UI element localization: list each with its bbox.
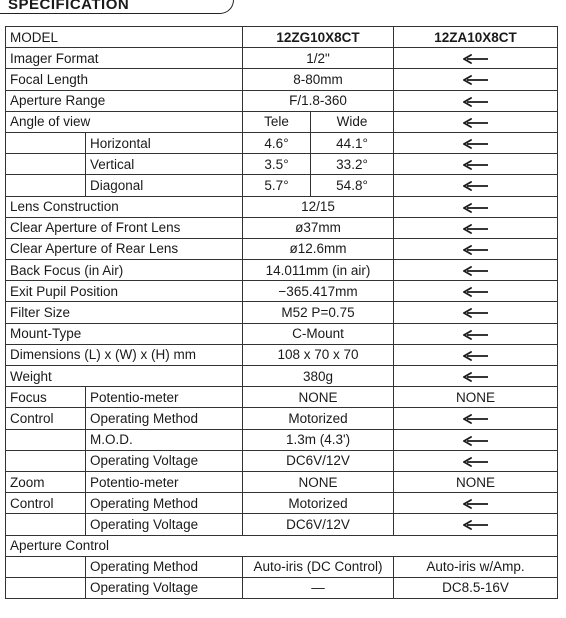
wide-header: Wide — [311, 111, 394, 132]
table-row — [6, 577, 558, 598]
table-row — [6, 323, 558, 344]
row-label: Lens Construction — [6, 196, 243, 217]
same-cell — [394, 90, 558, 111]
same-cell — [394, 429, 558, 450]
row-value: — — [243, 577, 394, 598]
row-sublabel: Potentio-meter — [86, 471, 243, 492]
blank-cell — [6, 154, 86, 175]
table-row — [6, 111, 558, 132]
left-arrow-icon — [463, 457, 489, 467]
same-cell — [394, 450, 558, 471]
table-row — [6, 238, 558, 259]
wide-value: 44.1° — [311, 132, 394, 153]
table-row — [6, 556, 558, 577]
left-arrow-icon — [463, 436, 489, 446]
same-cell — [394, 366, 558, 387]
row-value-col2: Auto-iris w/Amp. — [394, 556, 558, 577]
same-cell — [394, 408, 558, 429]
row-value: ø37mm — [243, 217, 394, 238]
table-row — [6, 535, 558, 556]
row-label: Dimensions (L) x (W) x (H) mm — [6, 344, 243, 365]
same-cell — [394, 238, 558, 259]
left-arrow-icon — [463, 139, 489, 149]
group-label: Zoom — [6, 471, 86, 492]
same-cell — [394, 132, 558, 153]
row-label: Exit Pupil Position — [6, 281, 243, 302]
row-value: 380g — [243, 366, 394, 387]
left-arrow-icon — [463, 372, 489, 382]
row-label: Aperture Control — [6, 535, 558, 556]
wide-value: 54.8° — [311, 175, 394, 196]
row-value: C-Mount — [243, 323, 394, 344]
same-cell — [394, 196, 558, 217]
same-cell — [394, 48, 558, 69]
same-cell — [394, 154, 558, 175]
blank-cell — [6, 175, 86, 196]
left-arrow-icon — [463, 499, 489, 509]
table-row — [6, 175, 558, 196]
same-cell — [394, 111, 558, 132]
row-sublabel: Diagonal — [86, 175, 243, 196]
left-arrow-icon — [463, 287, 489, 297]
table-row — [6, 90, 558, 111]
row-value: NONE — [243, 471, 394, 492]
row-value-col2: DC8.5-16V — [394, 577, 558, 598]
left-arrow-icon — [463, 351, 489, 361]
table-row — [6, 132, 558, 153]
row-value: −365.417mm — [243, 281, 394, 302]
row-label: Filter Size — [6, 302, 243, 323]
row-value-col2: NONE — [394, 471, 558, 492]
same-cell — [394, 260, 558, 281]
left-arrow-icon — [463, 75, 489, 85]
row-label: Aperture Range — [6, 90, 243, 111]
model-col1-header: 12ZG10X8CT — [243, 27, 394, 48]
same-cell — [394, 69, 558, 90]
tele-value: 4.6° — [243, 132, 311, 153]
row-sublabel: Operating Voltage — [86, 450, 243, 471]
tele-header: Tele — [243, 111, 311, 132]
row-value: 14.011mm (in air) — [243, 260, 394, 281]
left-arrow-icon — [463, 520, 489, 530]
left-arrow-icon — [463, 224, 489, 234]
table-row — [6, 387, 558, 408]
section-tab — [0, 0, 234, 14]
row-value: DC6V/12V — [243, 450, 394, 471]
model-header: MODEL — [6, 27, 243, 48]
same-cell — [394, 514, 558, 535]
row-value: Auto-iris (DC Control) — [243, 556, 394, 577]
blank-cell — [6, 556, 86, 577]
table-row — [6, 366, 558, 387]
table-row — [6, 408, 558, 429]
row-value: NONE — [243, 387, 394, 408]
row-sublabel: Potentio-meter — [86, 387, 243, 408]
row-sublabel: Operating Voltage — [86, 514, 243, 535]
left-arrow-icon — [463, 308, 489, 318]
row-value: ø12.6mm — [243, 238, 394, 259]
model-col2-header: 12ZA10X8CT — [394, 27, 558, 48]
same-cell — [394, 323, 558, 344]
blank-cell — [6, 429, 86, 450]
table-row — [6, 302, 558, 323]
table-row — [6, 450, 558, 471]
left-arrow-icon — [463, 245, 489, 255]
row-value: M52 P=0.75 — [243, 302, 394, 323]
row-sublabel: Operating Voltage — [86, 577, 243, 598]
same-cell — [394, 302, 558, 323]
table-row — [6, 154, 558, 175]
row-label: Focal Length — [6, 69, 243, 90]
left-arrow-icon — [463, 54, 489, 64]
blank-cell — [6, 450, 86, 471]
same-cell — [394, 281, 558, 302]
table-row — [6, 429, 558, 450]
row-sublabel: Operating Method — [86, 556, 243, 577]
row-value: Motorized — [243, 493, 394, 514]
same-cell — [394, 344, 558, 365]
same-cell — [394, 217, 558, 238]
table-row — [6, 514, 558, 535]
same-cell — [394, 493, 558, 514]
left-arrow-icon — [463, 181, 489, 191]
left-arrow-icon — [463, 414, 489, 424]
row-value: 108 x 70 x 70 — [243, 344, 394, 365]
left-arrow-icon — [463, 330, 489, 340]
table-row — [6, 69, 558, 90]
table-row — [6, 344, 558, 365]
blank-cell — [6, 132, 86, 153]
table-row — [6, 217, 558, 238]
left-arrow-icon — [463, 118, 489, 128]
table-row — [6, 281, 558, 302]
row-sublabel: Horizontal — [86, 132, 243, 153]
section-title: SPECIFICATION — [8, 0, 130, 13]
row-sublabel: Vertical — [86, 154, 243, 175]
table-row — [6, 27, 558, 48]
spec-table — [5, 26, 558, 599]
table-row — [6, 493, 558, 514]
table-row — [6, 48, 558, 69]
row-label: Angle of view — [6, 111, 243, 132]
left-arrow-icon — [463, 266, 489, 276]
row-sublabel: M.O.D. — [86, 429, 243, 450]
row-label: Back Focus (in Air) — [6, 260, 243, 281]
row-value: 1.3m (4.3') — [243, 429, 394, 450]
same-cell — [394, 175, 558, 196]
row-value: 8-80mm — [243, 69, 394, 90]
row-label: Clear Aperture of Front Lens — [6, 217, 243, 238]
row-value: 1/2" — [243, 48, 394, 69]
row-value: Motorized — [243, 408, 394, 429]
group-label: Control — [6, 408, 86, 429]
group-label: Focus — [6, 387, 86, 408]
left-arrow-icon — [463, 97, 489, 107]
row-value-col2: NONE — [394, 387, 558, 408]
row-label: Mount-Type — [6, 323, 243, 344]
table-row — [6, 471, 558, 492]
row-value: F/1.8-360 — [243, 90, 394, 111]
left-arrow-icon — [463, 203, 489, 213]
row-label: Weight — [6, 366, 243, 387]
row-label: Clear Aperture of Rear Lens — [6, 238, 243, 259]
left-arrow-icon — [463, 160, 489, 170]
tele-value: 5.7° — [243, 175, 311, 196]
group-label: Control — [6, 493, 86, 514]
wide-value: 33.2° — [311, 154, 394, 175]
row-value: DC6V/12V — [243, 514, 394, 535]
row-label: Imager Format — [6, 48, 243, 69]
blank-cell — [6, 514, 86, 535]
table-row — [6, 196, 558, 217]
blank-cell — [6, 577, 86, 598]
tele-value: 3.5° — [243, 154, 311, 175]
row-sublabel: Operating Method — [86, 408, 243, 429]
row-sublabel: Operating Method — [86, 493, 243, 514]
table-row — [6, 260, 558, 281]
row-value: 12/15 — [243, 196, 394, 217]
